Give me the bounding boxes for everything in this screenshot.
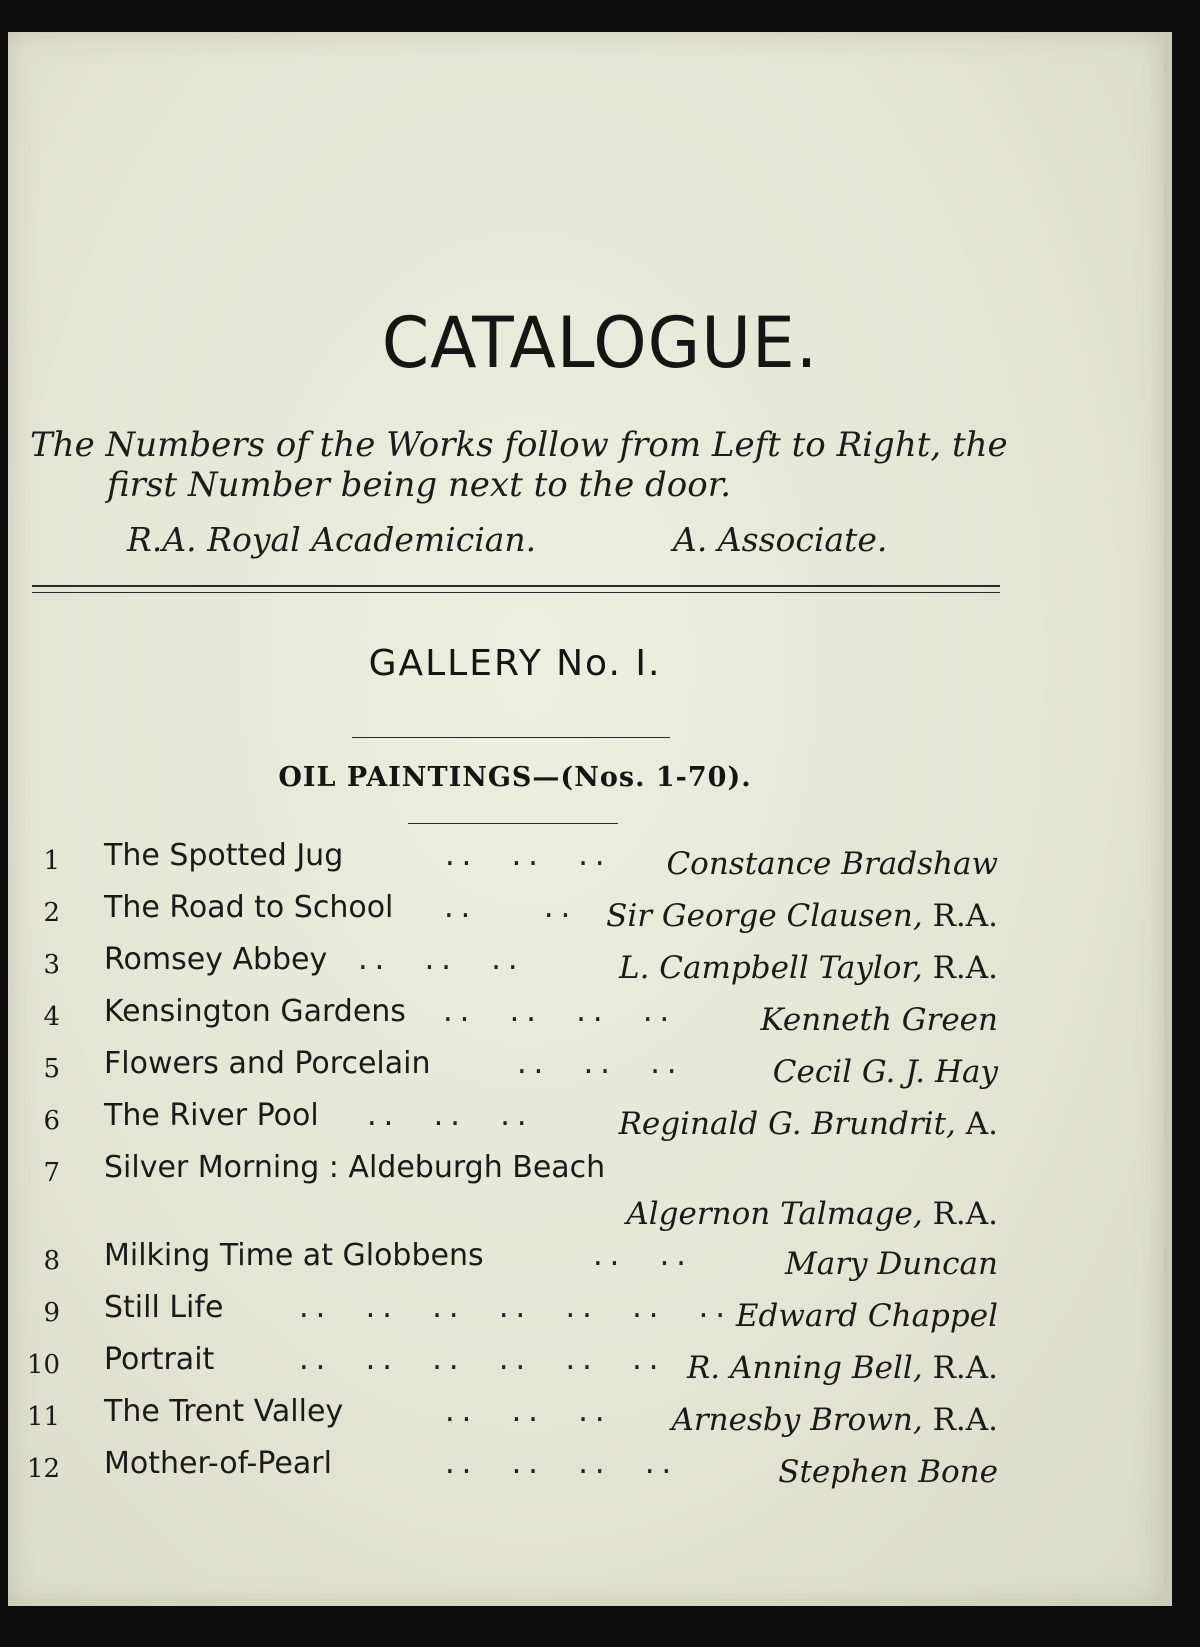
entry-leader-dots: .. .. .. .. .. .. bbox=[296, 1346, 663, 1376]
gallery-heading: GALLERY No. I. bbox=[368, 643, 662, 684]
entry-artist: Algernon Talmage, R.A. bbox=[626, 1196, 998, 1232]
entry-artist: Edward Chappel bbox=[735, 1298, 998, 1334]
entry-number: 6 bbox=[43, 1106, 60, 1136]
entry-artist: Arnesby Brown, R.A. bbox=[671, 1402, 998, 1438]
entry-number: 10 bbox=[26, 1350, 60, 1380]
entry-number: 3 bbox=[43, 950, 60, 980]
page-edge bbox=[1164, 32, 1172, 1606]
entry-title: Silver Morning : Aldeburgh Beach bbox=[104, 1150, 606, 1185]
entry-leader-dots: .. .. bbox=[441, 894, 575, 924]
entry-title: The River Pool bbox=[104, 1098, 319, 1133]
entry-artist: R. Anning Bell, R.A. bbox=[686, 1350, 998, 1386]
intro-line-1: The Numbers of the Works follow from Left to Right, the bbox=[30, 425, 1008, 465]
entry-title: Kensington Gardens bbox=[104, 994, 406, 1029]
entry-leader-dots: .. .. bbox=[590, 1242, 690, 1272]
entry-artist: Cecil G. J. Hay bbox=[772, 1054, 998, 1090]
entry-leader-dots: .. .. .. bbox=[364, 1102, 531, 1132]
entry-number: 9 bbox=[43, 1298, 60, 1328]
divider-double-top bbox=[32, 585, 1000, 587]
abbreviation-ra: R.A. Royal Academician. bbox=[127, 520, 537, 559]
entry-number: 4 bbox=[43, 1002, 60, 1032]
entry-number: 12 bbox=[26, 1454, 60, 1484]
entry-leader-dots: .. .. .. .. .. .. .. bbox=[296, 1294, 729, 1324]
entry-number: 8 bbox=[43, 1246, 60, 1276]
entry-leader-dots: .. .. .. .. bbox=[442, 1450, 676, 1480]
entry-artist: Reginald G. Brundrit, A. bbox=[618, 1106, 998, 1142]
abbreviation-a: A. Associate. bbox=[673, 520, 888, 559]
divider-double-bottom bbox=[32, 592, 1000, 593]
section-heading: OIL PAINTINGS—(Nos. 1-70). bbox=[278, 762, 752, 793]
entry-leader-dots: .. .. .. .. bbox=[440, 998, 674, 1028]
entry-number: 11 bbox=[26, 1402, 60, 1432]
entry-number: 7 bbox=[43, 1158, 60, 1188]
entry-number: 5 bbox=[43, 1054, 60, 1084]
divider-short bbox=[352, 737, 670, 738]
entry-title: Romsey Abbey bbox=[104, 942, 328, 977]
entry-title: The Trent Valley bbox=[104, 1394, 344, 1429]
entry-number: 1 bbox=[43, 846, 60, 876]
entry-leader-dots: .. .. .. bbox=[355, 946, 522, 976]
entry-title: Portrait bbox=[104, 1342, 215, 1377]
entry-leader-dots: .. .. .. bbox=[442, 1398, 609, 1428]
divider-short-lower bbox=[408, 823, 618, 824]
entry-artist: L. Campbell Taylor, R.A. bbox=[618, 950, 998, 986]
entry-artist: Stephen Bone bbox=[778, 1454, 998, 1490]
entry-title: Milking Time at Globbens bbox=[104, 1238, 484, 1273]
entry-leader-dots: .. .. .. bbox=[442, 842, 609, 872]
intro-line-2: first Number being next to the door. bbox=[107, 465, 732, 505]
entry-title: Flowers and Porcelain bbox=[104, 1046, 431, 1081]
entry-title: The Road to School bbox=[104, 890, 394, 925]
page-title: CATALOGUE. bbox=[381, 302, 819, 384]
entry-artist: Kenneth Green bbox=[760, 1002, 998, 1038]
entry-title: The Spotted Jug bbox=[104, 838, 344, 873]
entry-number: 2 bbox=[43, 898, 60, 928]
entry-leader-dots: .. .. .. bbox=[514, 1050, 681, 1080]
entry-artist: Constance Bradshaw bbox=[666, 846, 998, 882]
entry-title: Still Life bbox=[104, 1290, 224, 1325]
entry-artist: Sir George Clausen, R.A. bbox=[606, 898, 998, 934]
entry-artist: Mary Duncan bbox=[784, 1246, 998, 1282]
entry-title: Mother-of-Pearl bbox=[104, 1446, 332, 1481]
